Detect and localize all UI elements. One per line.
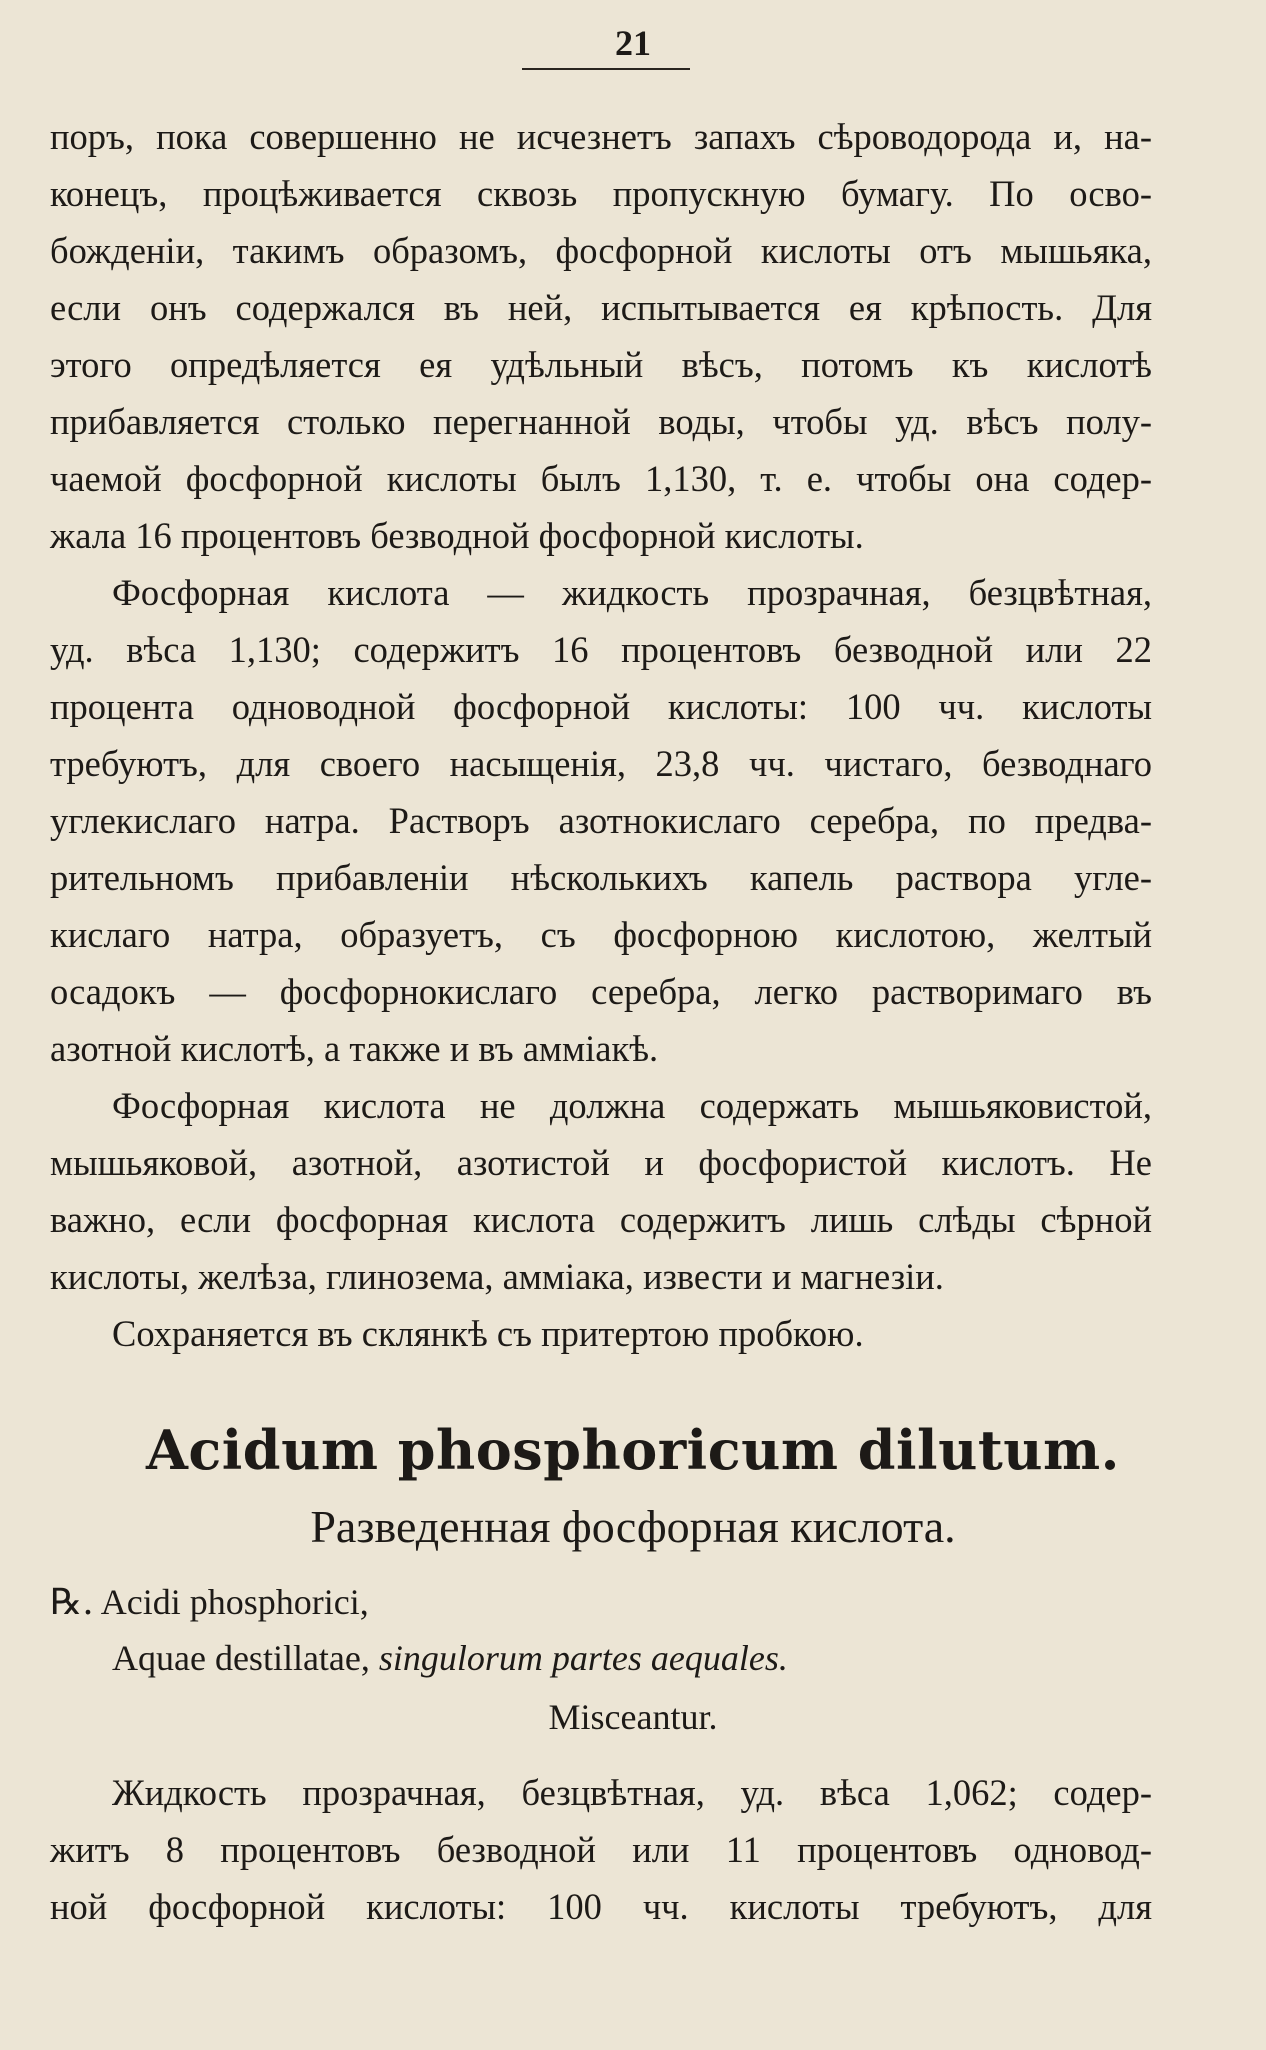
paragraph-4 [50,1305,1152,1362]
section-heading-russian: Разведенная фосфорная кислота. [310,1501,956,1552]
paragraph-1 [50,108,1152,564]
text-line: уд. вѣса 1,130; содержитъ 16 процентовъ безводной или 22 [50,629,1152,670]
text-line: процента одноводной фосфорной кислоты: 100 чч. кислоты [50,686,1152,727]
paragraph-3 [50,1077,1152,1305]
paragraph-2 [50,564,1152,1077]
text-line: Фосфорная кислота — жидкость прозрачная, безцвѣтная, [112,572,1152,613]
recipe-ingredient: Aquae destillatae, [112,1638,370,1678]
text-line: Сохраняется въ склянкѣ съ притертою пробкою. [112,1313,864,1354]
page-number-rule [522,68,690,70]
text-line: мышьяковой, азотной, азотистой и фосфористой кислотъ. Не [50,1142,1152,1183]
text-line: азотной кислотѣ, а также и въ аммiакѣ. [50,1028,659,1069]
recipe-ingredient: Acidi phosphorici, [100,1582,369,1622]
recipe-quantity: singulorum partes aequales. [378,1638,788,1678]
text-line: важно, если фосфорная кислота содержитъ лишь слѣды сѣрной [50,1199,1152,1240]
text-line: божденiи, такимъ образомъ, фосфорной кислоты отъ мышьяка, [50,230,1152,271]
text-line: прибавляется столько перегнанной воды, чтобы уд. вѣсъ полу- [50,401,1152,442]
text-line: Жидкость прозрачная, безцвѣтная, уд. вѣса 1,062; содер- [112,1772,1152,1813]
paragraph-5 [50,1764,1152,1935]
text-line: если онъ содержался въ ней, испытывается ея крѣпость. Для [50,287,1152,328]
text-line: конецъ, процѣживается сквозь пропускную бумагу. По осво- [50,173,1152,214]
text-line: требуютъ, для своего насыщенiя, 23,8 чч. чистаго, безводнаго [50,743,1152,784]
text-line: кислаго натра, образуетъ, съ фосфорною кислотою, желтый [50,914,1152,955]
text-line: кислоты, желѣза, глинозема, аммiака, извести и магнезiи. [50,1256,944,1297]
text-line: осадокъ — фосфорнокислаго серебра, легко растворимаго въ [50,971,1152,1012]
recipe-instruction: Misceantur. [548,1697,718,1737]
text-line: житъ 8 процентовъ безводной или 11 процентовъ одновод- [50,1829,1152,1870]
text-line: углекислаго натра. Растворъ азотнокислаго серебра, по предва- [50,800,1152,841]
text-line: этого опредѣляется ея удѣльный вѣсъ, потомъ къ кислотѣ [50,344,1152,385]
text-line: чаемой фосфорной кислоты былъ 1,130, т. е. чтобы она содер- [50,458,1152,499]
page-number: 21 [615,23,651,63]
recipe-line-2 [112,1628,788,1688]
text-line: жала 16 процентовъ безводной фосфорной кислоты. [50,515,864,556]
text-line: рительномъ прибавленiи нѣсколькихъ капель раствора угле- [50,857,1152,898]
recipe-line-1 [50,1572,369,1633]
text-line: поръ, пока совершенно не исчезнетъ запахъ сѣроводорода и, на- [50,116,1152,157]
section-heading-latin: Acidum phosphoricum dilutum. [146,1418,1120,1482]
recipe-symbol: ℞. [50,1582,94,1623]
text-line: Фосфорная кислота не должна содержать мышьяковистой, [112,1085,1152,1126]
text-line: ной фосфорной кислоты: 100 чч. кислоты требуютъ, для [50,1886,1152,1927]
